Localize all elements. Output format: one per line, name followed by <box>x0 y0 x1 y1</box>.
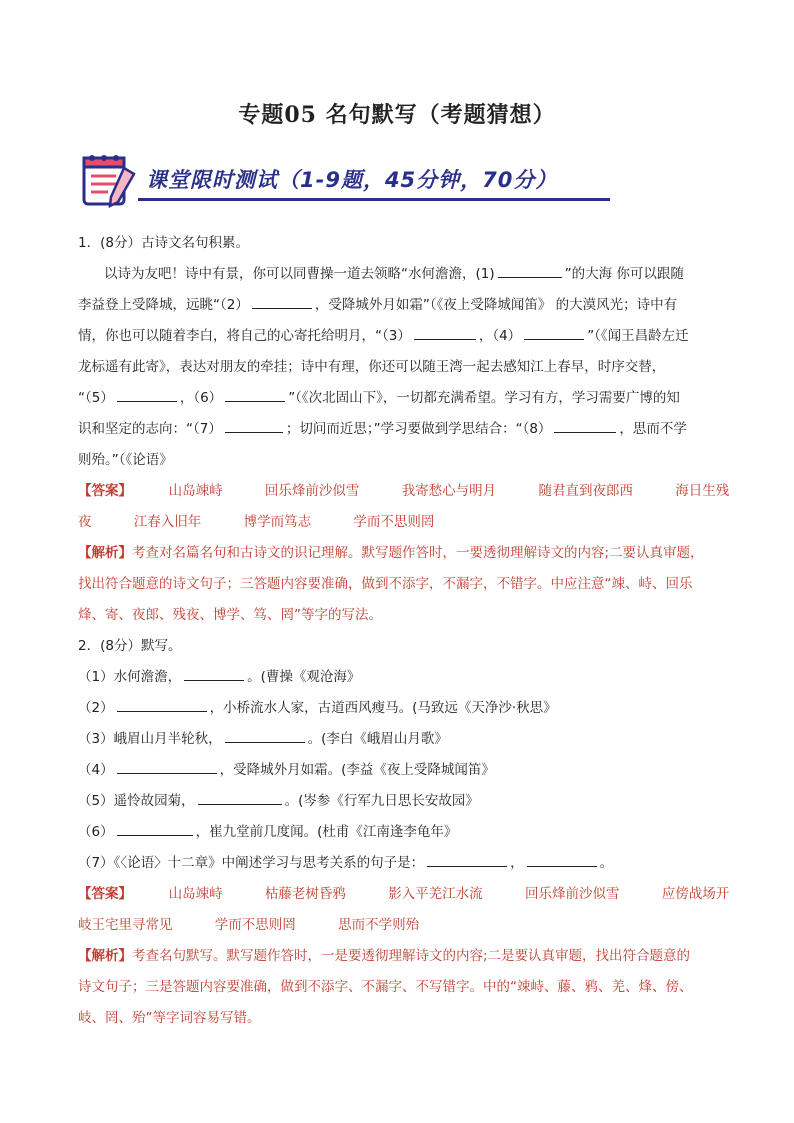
q2-item: （1）水何澹澹， 。(曹操《观沧海》 <box>78 662 718 693</box>
answer-item: 学而不思则罔 <box>353 514 435 530</box>
q2-answer <box>78 879 730 910</box>
page-title: 专题05 名句默写（考题猜想） <box>238 102 556 128</box>
notepad-pencil-icon <box>78 150 140 212</box>
q2-analysis: 【解析】考查名句默写。默写题作答时，一是要透彻理解诗文的内容;二是要认真审题，找出符合题意的 <box>78 948 691 964</box>
answer-item: 回乐烽前沙似雪 <box>264 483 360 499</box>
q1-answer <box>78 476 730 507</box>
answer-item: 山岛竦峙 <box>168 483 223 499</box>
answer-label: 【答案】 <box>78 886 132 902</box>
banner-text: 课堂限时测试（1-9题，45分钟，70分） <box>146 168 558 192</box>
q1-answer-cont <box>78 507 718 538</box>
q1-paragraph-line: 识和坚定的志向：“（7） ；切问而近思；”学习要做到学思结合：“（8） ，思而不学 <box>78 414 718 445</box>
q1-paragraph-line: 则殆。”（《论语》 <box>78 452 173 468</box>
q2-item: （7）《〈论语〉十二章》中阐述学习与思考关系的句子是： ， 。 <box>78 848 718 879</box>
q2-analysis-line: 岐、罔、殆”等字词容易写错。 <box>78 1010 261 1026</box>
q2-item: （4） ，受降城外月如霜。(李益《夜上受降城闻笛》 <box>78 755 718 786</box>
q1-analysis-line: 烽、寄、夜郎、残夜、博学、笃、罔”等字的写法。 <box>78 607 382 623</box>
answer-item: 博学而笃志 <box>243 514 312 530</box>
analysis-label: 【解析】 <box>78 545 132 561</box>
answer-item: 江春入旧年 <box>133 514 202 530</box>
analysis-label: 【解析】 <box>78 948 132 964</box>
answer-item: 岐王宅里寻常见 <box>78 917 173 933</box>
answer-item: 枯藤老树昏鸦 <box>264 886 346 902</box>
banner-underline <box>138 198 610 201</box>
answer-item: 随君直到夜郎西 <box>538 483 633 499</box>
q2-answer-cont <box>78 910 718 941</box>
answer-label: 【答案】 <box>78 483 132 499</box>
q1-paragraph-line: 李益登上受降城，远眺“（2） ，受降城外月如霜”（《夜上受降城闻笛》 的大漠风光；诗中有 <box>78 290 718 321</box>
q2-header: 2．(8分）默写。 <box>78 638 182 654</box>
q1-paragraph-line: 情，你也可以随着李白，将自己的心寄托给明月，“（3） ，（4） ”（《闻王昌龄左迁 <box>78 321 718 352</box>
q1-analysis: 【解析】考查对名篇名句和古诗文的识记理解。默写题作答时，一要透彻理解诗文的内容;二要认真审题， <box>78 545 704 561</box>
answer-item: 影入平羌江水流 <box>388 886 483 902</box>
q2-item: （5）遥怜故园菊， 。(岑参《行军九日思长安故园》 <box>78 786 718 817</box>
answer-item: 学而不思则罔 <box>214 917 296 933</box>
q2-analysis-line: 诗文句子；三是答题内容要准确，做到不添字、不漏字、不写错字。中的“竦峙、藤、鸦、羌、烽、傍、 <box>78 979 693 995</box>
answer-item: 我寄愁心与明月 <box>401 483 497 499</box>
answer-item: 夜 <box>78 514 92 530</box>
answer-item: 海日生残 <box>675 483 730 499</box>
q2-item: （6） ，崔九堂前几度闻。(杜甫《江南逢李龟年》 <box>78 817 718 848</box>
q2-item: （2） ，小桥流水人家，古道西风瘦马。(马致远《天净沙·秋思》 <box>78 693 718 724</box>
answer-item: 应傍战场开 <box>661 886 730 902</box>
answer-item: 思而不学则殆 <box>338 917 420 933</box>
q1-paragraph-line: “（5） ，（6） ”（《次北固山下》，一切都充满希望。学习有方，学习需要广博的知 <box>78 383 718 414</box>
q1-header: 1．(8分）古诗文名句积累。 <box>78 235 249 251</box>
q2-item: （3）峨眉山月半轮秋， 。(李白《峨眉山月歌》 <box>78 724 718 755</box>
q1-analysis-line: 找出符合题意的诗文句子；三答题内容要准确，做到不添字，不漏字，不错字。中应注意“竦、峙、回乐 <box>78 576 693 592</box>
q1-paragraph-line: 以诗为友吧！诗中有景，你可以同曹操一道去领略“水何澹澹，(1) ”的大海 你可以跟随 <box>78 259 718 290</box>
question-body <box>78 228 730 1034</box>
answer-item: 回乐烽前沙似雪 <box>524 886 620 902</box>
answer-item: 山岛竦峙 <box>168 886 223 902</box>
section-banner <box>78 150 618 212</box>
q1-paragraph-line: 龙标遥有此寄》，表达对朋友的牵挂；诗中有理，你还可以随王湾一起去感知江上春早，时序交替， <box>78 359 666 375</box>
